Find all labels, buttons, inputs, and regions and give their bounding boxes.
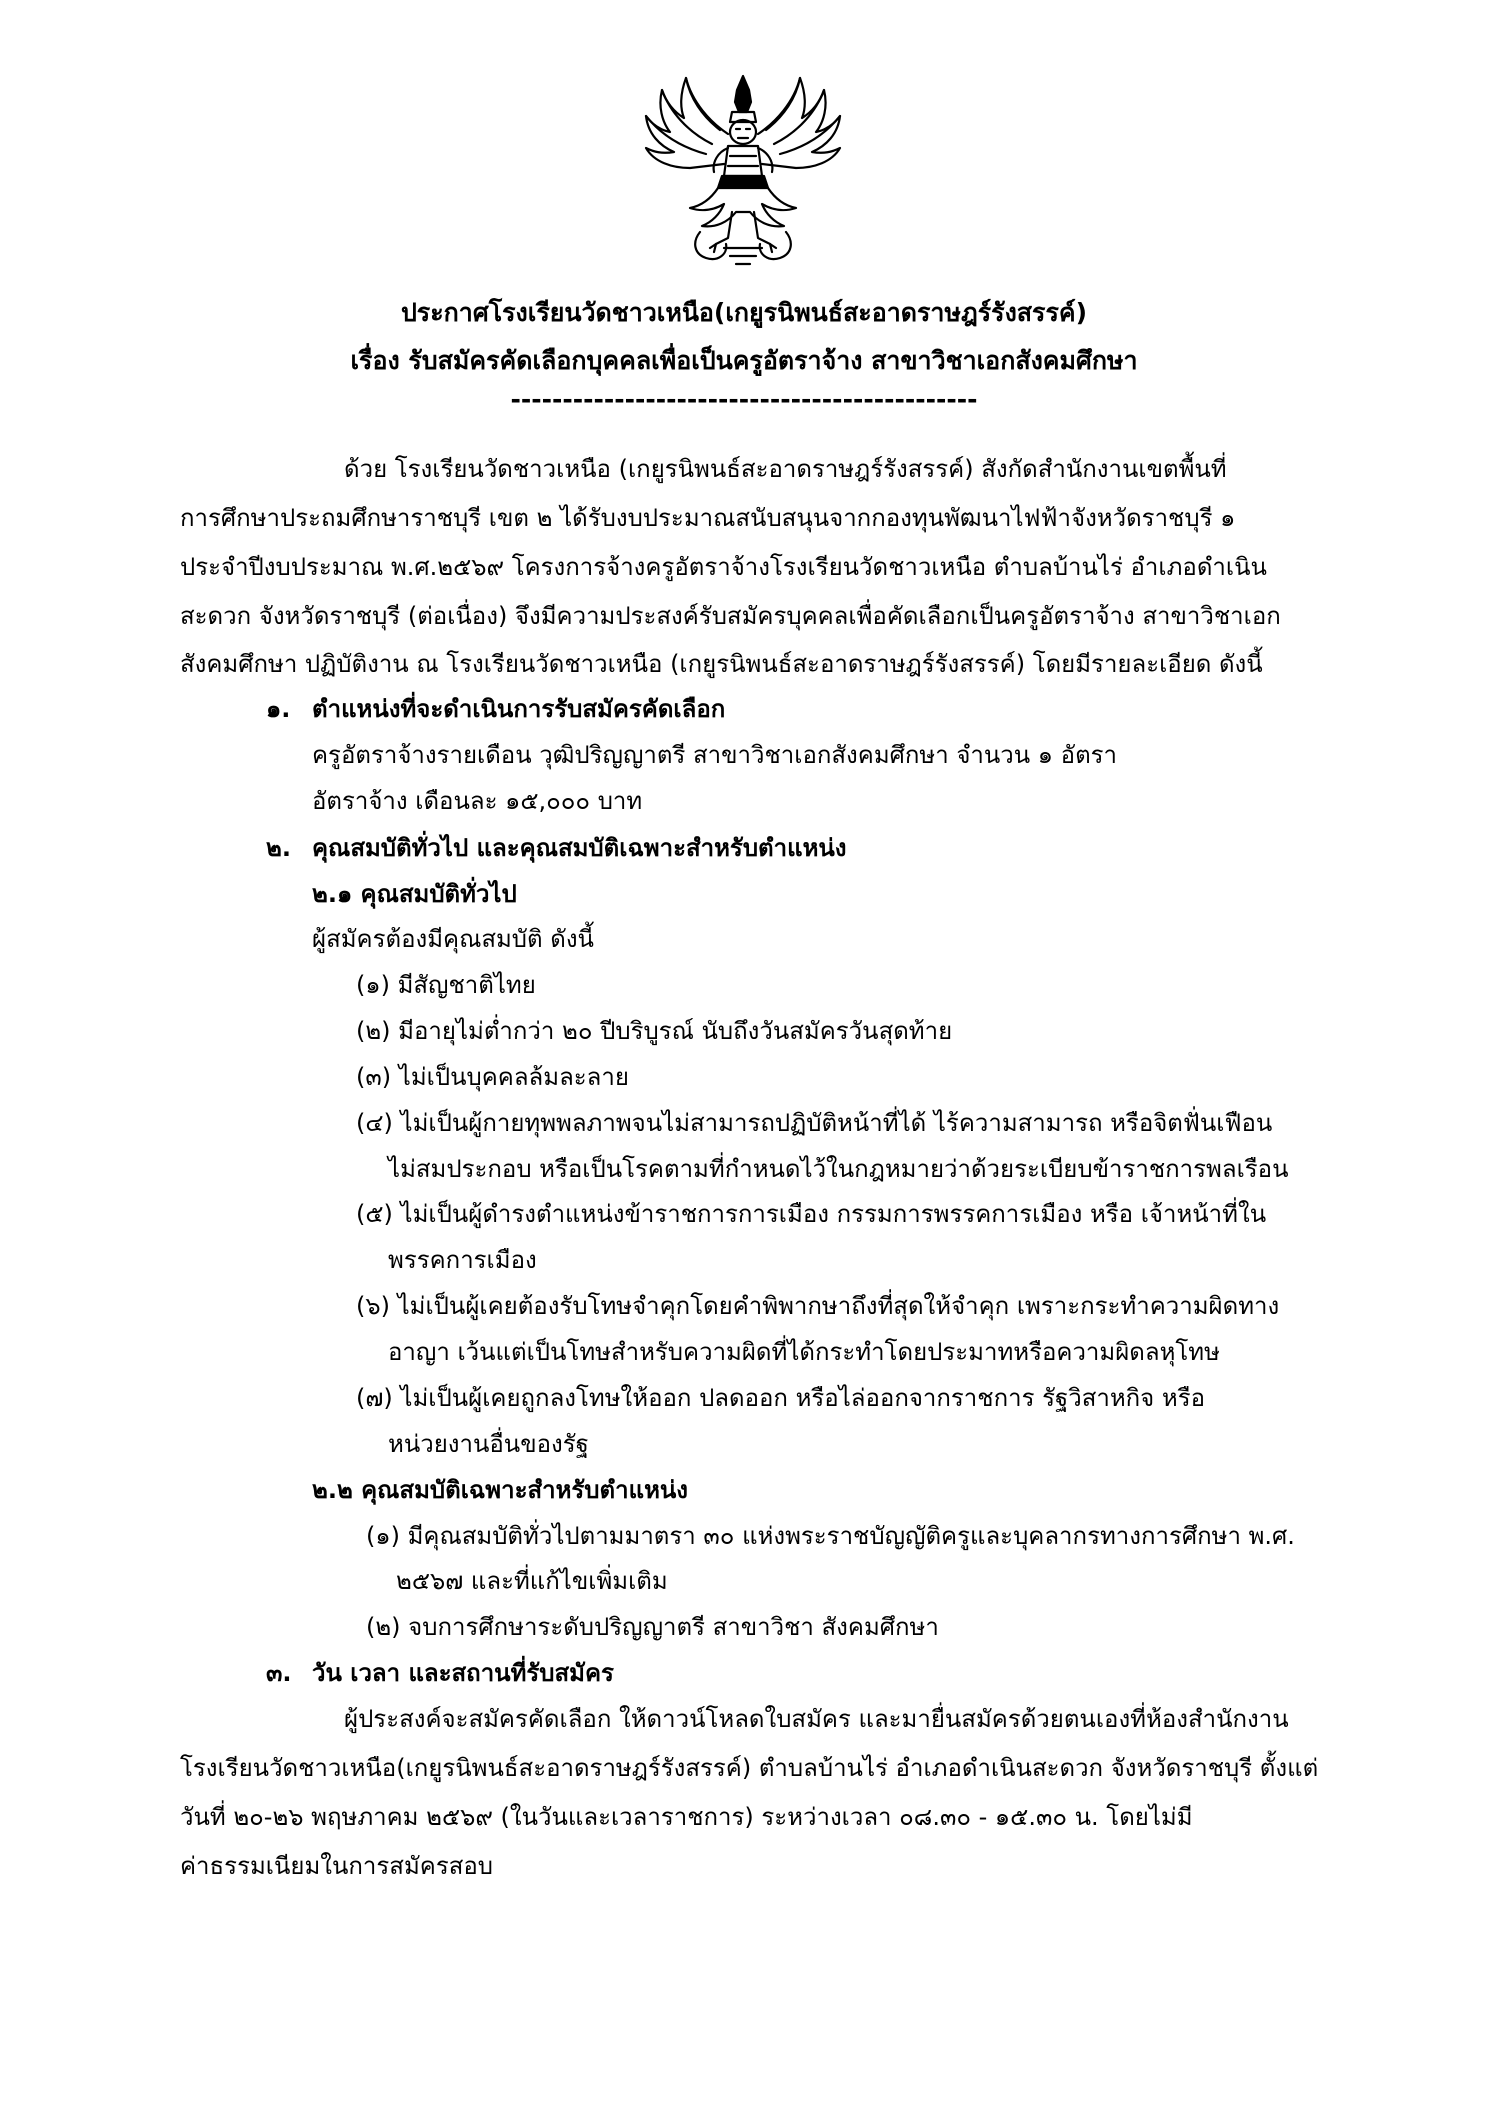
qualification-item: (๗) ไม่เป็นผู้เคยถูกลงโทษให้ออก ปลดออก หรือไล่ออกจากราชการ รัฐวิสาหกิจ หรือ (356, 1384, 1205, 1412)
section-1-number: ๑. (266, 695, 291, 723)
qualification-item-continued: พรรคการเมือง (388, 1246, 537, 1274)
specific-qualification-item: (๑) มีคุณสมบัติทั่วไปตามมาตรา ๓๐ แห่งพระราชบัญญัติครูและบุคลากรทางการศึกษา พ.ศ. (366, 1522, 1295, 1550)
application-detail-line: วันที่ ๒๐-๒๖ พฤษภาคม ๒๕๖๙ (ในวันและเวลาราชการ) ระหว่างเวลา ๐๘.๓๐ - ๑๕.๓๐ น. โดยไม่มี (180, 1803, 1193, 1831)
section-2-number: ๒. (266, 834, 291, 862)
announcement-title: ประกาศโรงเรียนวัดชาวเหนือ(เกยูรนิพนธ์สะอาดราษฎร์รังสรรค์) (400, 298, 1088, 327)
specific-qualification-item-continued: ๒๕๖๗ และที่แก้ไขเพิ่มเติม (396, 1567, 668, 1595)
qualification-lead: ผู้สมัครต้องมีคุณสมบัติ ดังนี้ (312, 925, 594, 953)
application-detail-line: โรงเรียนวัดชาวเหนือ(เกยูรนิพนธ์สะอาดราษฎร์รังสรรค์) ตำบลบ้านไร่ อำเภอดำเนินสะดวก จังหวัดราชบุรี ตั้งแต่ (180, 1754, 1319, 1782)
application-detail-line: ผู้ประสงค์จะสมัครคัดเลือก ให้ดาวน์โหลดใบสมัคร และมายื่นสมัครด้วยตนเองที่ห้องสำนักงาน (344, 1705, 1289, 1733)
garuda-emblem-icon (640, 72, 846, 268)
qualification-item-continued: หน่วยงานอื่นของรัฐ (388, 1430, 589, 1458)
title-separator: --------------------------------------------- (510, 385, 978, 414)
announcement-subject: เรื่อง รับสมัครคัดเลือกบุคคลเพื่อเป็นครูอัตราจ้าง สาขาวิชาเอกสังคมศึกษา (350, 346, 1138, 375)
section-1-heading: ตำแหน่งที่จะดำเนินการรับสมัครคัดเลือก (312, 695, 726, 723)
section-2-2-heading: ๒.๒ คุณสมบัติเฉพาะสำหรับตำแหน่ง (312, 1476, 689, 1504)
section-2-1-heading: ๒.๑ คุณสมบัติทั่วไป (312, 880, 517, 908)
intro-line: การศึกษาประถมศึกษาราชบุรี เขต ๒ ได้รับงบประมาณสนับสนุนจากกองทุนพัฒนาไฟฟ้าจังหวัดราชบุรี ๑ (180, 504, 1236, 532)
qualification-item: (๖) ไม่เป็นผู้เคยต้องรับโทษจำคุกโดยคำพิพากษาถึงที่สุดให้จำคุก เพราะกระทำความผิดทาง (356, 1292, 1280, 1320)
qualification-item-continued: ไม่สมประกอบ หรือเป็นโรคตามที่กำหนดไว้ในกฎหมายว่าด้วยระเบียบข้าราชการพลเรือน (388, 1155, 1289, 1183)
qualification-item-continued: อาญา เว้นแต่เป็นโทษสำหรับความผิดที่ได้กระทำโดยประมาทหรือความผิดลหุโทษ (388, 1338, 1220, 1366)
intro-line: สะดวก จังหวัดราชบุรี (ต่อเนื่อง) จึงมีความประสงค์รับสมัครบุคคลเพื่อคัดเลือกเป็นครูอัตราจ้าง สาขาวิชาเอก (180, 602, 1281, 630)
section-2-heading: คุณสมบัติทั่วไป และคุณสมบัติเฉพาะสำหรับตำแหน่ง (312, 834, 847, 862)
qualification-item: (๑) มีสัญชาติไทย (356, 971, 536, 999)
position-description: ครูอัตราจ้างรายเดือน วุฒิปริญญาตรี สาขาวิชาเอกสังคมศึกษา จำนวน ๑ อัตรา (312, 741, 1118, 769)
qualification-item: (๓) ไม่เป็นบุคคลล้มละลาย (356, 1063, 629, 1091)
section-3-number: ๓. (266, 1659, 292, 1687)
qualification-item: (๕) ไม่เป็นผู้ดำรงตำแหน่งข้าราชการการเมือง กรรมการพรรคการเมือง หรือ เจ้าหน้าที่ใน (356, 1200, 1267, 1228)
salary-rate: อัตราจ้าง เดือนละ ๑๕,๐๐๐ บาท (312, 787, 643, 815)
intro-line: สังคมศึกษา ปฏิบัติงาน ณ โรงเรียนวัดชาวเหนือ (เกยูรนิพนธ์สะอาดราษฎร์รังสรรค์) โดยมีรายละเอียด ดังนี้ (180, 650, 1263, 678)
intro-line: ประจำปีงบประมาณ พ.ศ.๒๕๖๙ โครงการจ้างครูอัตราจ้างโรงเรียนวัดชาวเหนือ ตำบลบ้านไร่ อำเภอดำเนิน (180, 553, 1267, 581)
section-3-heading: วัน เวลา และสถานที่รับสมัคร (312, 1659, 614, 1687)
specific-qualification-item: (๒) จบการศึกษาระดับปริญญาตรี สาขาวิชา สังคมศึกษา (366, 1613, 939, 1641)
qualification-item: (๒) มีอายุไม่ต่ำกว่า ๒๐ ปีบริบูรณ์ นับถึงวันสมัครวันสุดท้าย (356, 1017, 953, 1045)
application-detail-line: ค่าธรรมเนียมในการสมัครสอบ (180, 1852, 494, 1880)
qualification-item: (๔) ไม่เป็นผู้กายทุพพลภาพจนไม่สามารถปฏิบัติหน้าที่ได้ ไร้ความสามารถ หรือจิตฟั่นเฟือน (356, 1109, 1273, 1137)
intro-line: ด้วย โรงเรียนวัดชาวเหนือ (เกยูรนิพนธ์สะอาดราษฎร์รังสรรค์) สังกัดสำนักงานเขตพื้นที่ (344, 455, 1227, 483)
